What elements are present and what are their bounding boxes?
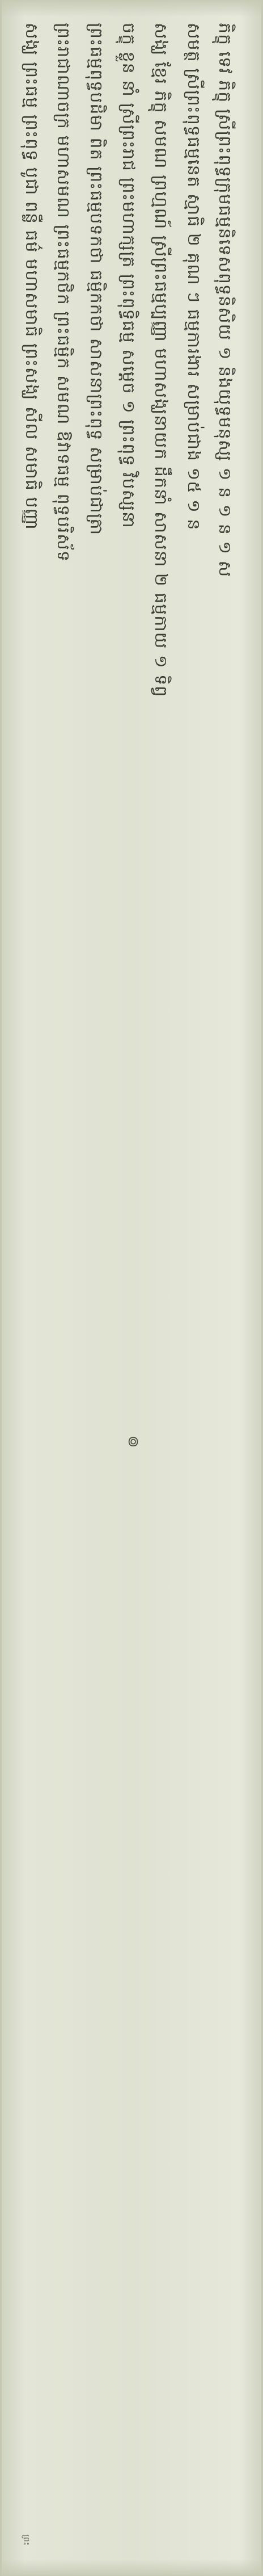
- manuscript-line-7: សង្ឃ ព្រះធម្ម ព្រះពុទ្ធ បូជា ពន្លឺ ធម៌ មហាសមាធិ ព្រះសង្ឃ សីល សមាធិ បញ្ញា: [22, 23, 41, 531]
- bottom-edge-shadow: [2, 2559, 263, 2576]
- manuscript-line-5: ព្រះធម្មពុទ្ធបដិមា ពិត ព្រះធម្មបទកថា ធម្មិកកថា សាសនាព្រះពុទ្ធ សម្រាប់ជាត្រា: [86, 23, 106, 536]
- manuscript-line-6: ព្រះរាជាណាចក្រ មហាសមណ ព្រះធម្មកថិក ព្រះធម្មិក សមណ ឱវាទធម្ម ពុទ្ធបរិស័ទ: [53, 23, 73, 562]
- top-edge-shadow: [2, 0, 263, 17]
- corner-note: ព្រះ: [22, 2535, 31, 2546]
- string-hole-mark: ៙: [127, 1433, 139, 1450]
- manuscript-line-1: ភិក្ខុ ទេវ ភិក្ខុ ស្រីព្រះពុទ្ធក្រុមធម្មនិទេសពុទ្ធនិសិយ ១ និងយុទ្ធមនុស្ស ១ ន ១ ន ១ ស: [215, 23, 235, 578]
- manuscript-line-4: ចក្ខុ ខ្លួន នាំ ស្រីព្រះរាជ ព្រះមហាក្សត្រ ព្រះពុទ្ធិធម្ម សម្ដេច ១ ព្រះពុទ្ធ វិបស្សនា: [118, 23, 138, 528]
- manuscript-line-3: សង្ឃ ខ្មែរ ភិក្ខុ សមណ ព្រហ្មណ៍ ស្រីព្រះធម្មប្បញ្ញា មហាសង្ឃនាយក ដឹកនាំ សាសនា ២ ធម្មកាយ ១ ទិព្វ: [151, 23, 171, 698]
- manuscript-line-2: សមត្ថ ស្រីព្រះពុទ្ធធម្មនេត ស្មាធិ ២ គុណ ៗ ធម្មការងារ សម្រាប់ជាង ១៥ ១ ន: [184, 23, 203, 531]
